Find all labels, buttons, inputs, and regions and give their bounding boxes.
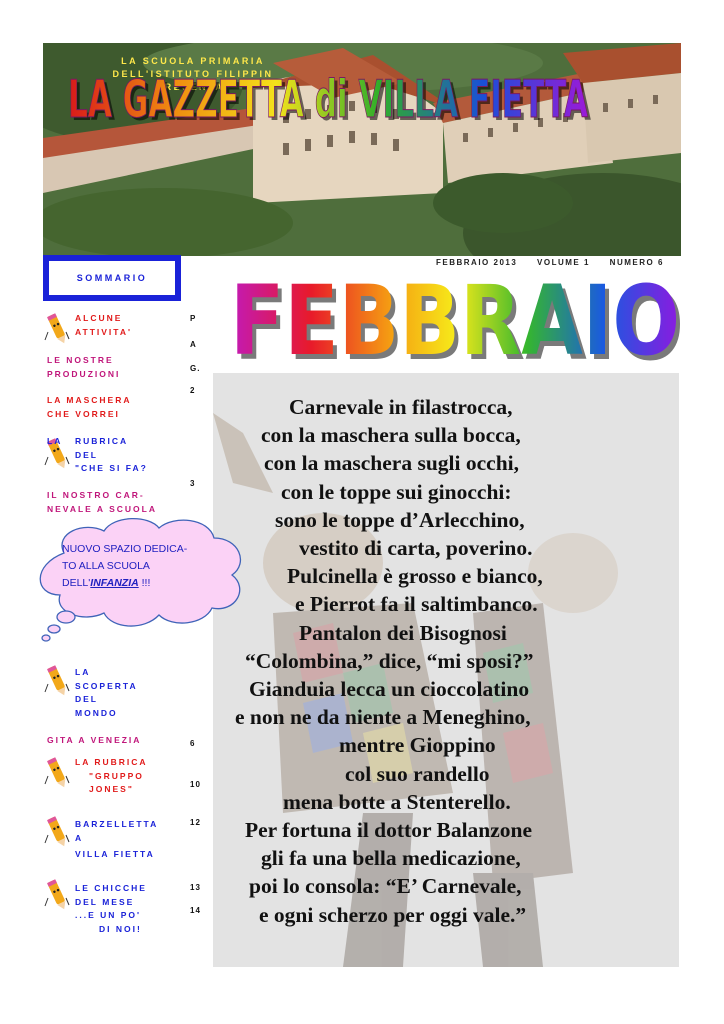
poem-line: sono le toppe d’Arlecchino, <box>275 507 525 532</box>
issue-volume: VOLUME 1 <box>537 258 590 267</box>
toc-item-gita-venezia[interactable]: GITA A VENEZIA <box>47 735 142 745</box>
poem-line: Pantalon dei Bisognosi <box>299 620 507 645</box>
toc-item-nostre-produzioni[interactable]: LE NOSTRE PRODUZIONI <box>47 355 121 379</box>
pencil-icon <box>44 815 70 849</box>
poem-line: e ogni scherzo per oggi vale.” <box>259 902 527 927</box>
poem-line: “Colombina,” dice, “mi sposi?” <box>245 648 534 673</box>
pencil-icon <box>44 312 70 346</box>
poem-line: Pulcinella è grosso e bianco, <box>287 564 543 589</box>
header-banner <box>43 43 681 256</box>
poem-line: Per fortuna il dottor Balanzone <box>245 818 533 843</box>
presenta-line: PRESENTA: <box>156 82 230 92</box>
toc-item-barzelletta[interactable]: BARZELLETTA A VILLA FIETTA <box>75 819 159 859</box>
poem-line: gli fa una bella medicazione, <box>261 846 521 871</box>
toc-item-alcune-attivita[interactable]: ALCUNE ATTIVITA' <box>75 313 133 337</box>
poem-line: Carnevale in filastrocca, <box>289 395 513 419</box>
issue-date: FEBBRAIO 2013 <box>436 258 518 267</box>
pencil-icon <box>44 878 70 912</box>
toc-item-rubrica-che-si-fa[interactable]: LA <box>47 436 63 446</box>
poem-line: mena botte a Stenterello. <box>283 789 511 814</box>
presenta-line: DELL'ISTITUTO FILIPPIN <box>112 69 274 79</box>
sommario-box <box>43 255 181 301</box>
toc-item-nostro-carnevale[interactable]: IL NOSTRO CAR- NEVALE A SCUOLA <box>47 490 157 514</box>
page-number: 14 <box>190 906 201 915</box>
month-title-text: FEBBRAIO <box>230 265 680 372</box>
poem-line: con le toppe sui ginocchi: <box>281 479 512 504</box>
poem-line: poi lo consola: “E’ Carnevale, <box>249 874 522 899</box>
page-number: 10 <box>190 780 201 789</box>
toc-item-rubrica-gruppo-jones[interactable]: LA RUBRICA "GRUPPO JONES" <box>75 757 148 794</box>
toc-item-maschera[interactable]: LA MASCHERA CHE VORREI <box>47 395 132 419</box>
presenta-line: LA SCUOLA PRIMARIA <box>121 56 265 66</box>
poem-line: e non ne da niente a Meneghino, <box>235 705 531 730</box>
toc-item-rubrica-label: RUBRICA DEL "CHE SI FA? <box>75 436 148 473</box>
page-number: 13 <box>190 883 201 892</box>
poem-line: col suo randello <box>345 761 490 786</box>
gazzetta-title <box>43 43 613 143</box>
page-number: A <box>190 340 197 349</box>
poem <box>213 393 679 929</box>
gazzetta-title-text: LA GAZZETTA di VILLA FIETTA <box>68 70 588 130</box>
poem-panel <box>213 373 679 967</box>
toc-item-chicche-del-mese[interactable]: LE CHICCHE DEL MESE ...E UN PO' DI NOI! <box>75 883 147 934</box>
page-number: G. <box>190 364 201 373</box>
poem-line: e Pierrot fa il saltimbanco. <box>295 592 538 617</box>
page-number: P <box>190 314 197 323</box>
issue-number: NUMERO 6 <box>609 258 664 267</box>
poem-line: mentre Gioppino <box>339 733 496 758</box>
toc-item-scoperta-mondo[interactable]: LA SCOPERTA DEL MONDO <box>75 667 138 718</box>
page-number: 3 <box>190 479 196 488</box>
page-number: 12 <box>190 818 201 827</box>
pencil-icon <box>44 664 70 698</box>
poem-line: con la maschera sugli occhi, <box>264 451 519 476</box>
month-title <box>210 262 690 372</box>
sommario-label: SOMMARIO <box>76 273 148 283</box>
gazzetta-title-shadow: LA GAZZETTA di VILLA FIETTA <box>71 73 591 133</box>
pencil-icon <box>44 756 70 790</box>
poem-line: con la maschera sulla bocca, <box>261 423 521 448</box>
poem-line: Gianduia lecca un cioccolatino <box>249 677 530 702</box>
cloud-text: NUOVO SPAZIO DEDICA- TO ALLA SCUOLA DELL'INFANZIA !!! <box>62 543 188 589</box>
page-number: 2 <box>190 386 196 395</box>
page-number: 6 <box>190 739 196 748</box>
month-title-shadow: FEBBRAIO <box>234 270 684 372</box>
poem-line: vestito di carta, poverino. <box>299 536 533 561</box>
